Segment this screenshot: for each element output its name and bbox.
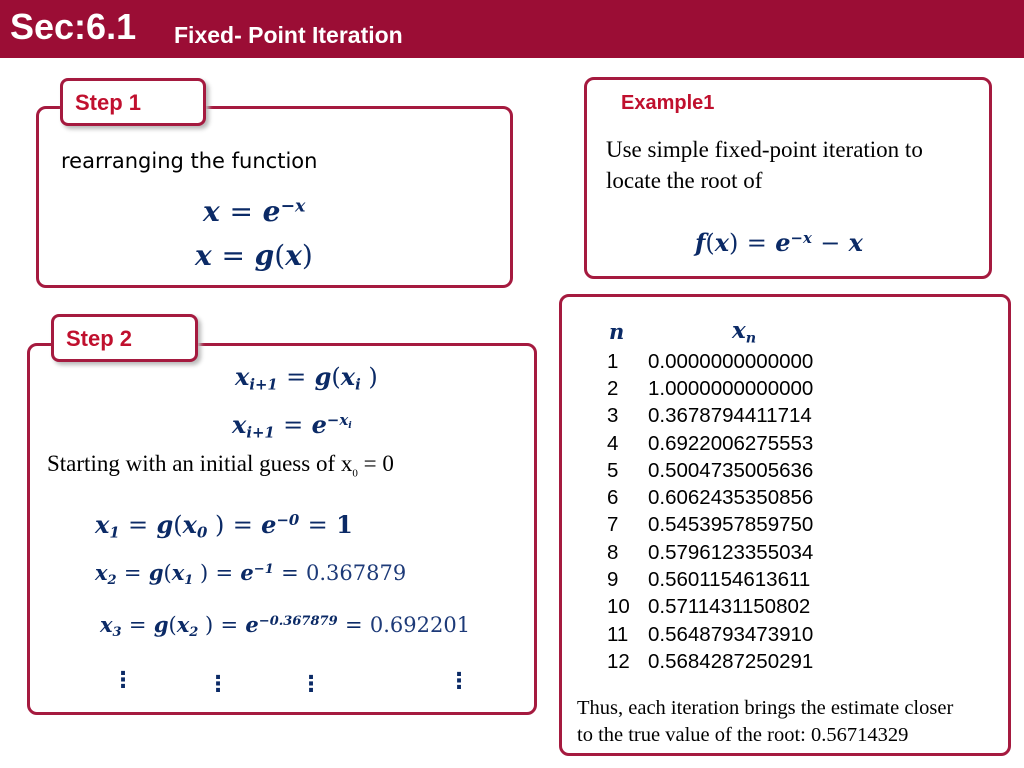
table-row [600, 512, 813, 539]
row-value: 1.0000000000000 [648, 376, 814, 400]
section-number: Sec:6.1 [10, 6, 137, 47]
initial-guess-text: Starting with an initial guess of $x_0 = 0$ [47, 451, 394, 480]
row-value: 0.5711431150802 [648, 595, 811, 619]
table-row [600, 648, 813, 675]
row-index: 3 [607, 404, 619, 428]
ellipsis-1: ⋮ [112, 668, 134, 693]
row-index: 9 [607, 568, 619, 592]
example-panel [584, 77, 992, 279]
row-value: 0.5648793473910 [648, 622, 814, 646]
table-row [600, 457, 813, 484]
row-index: 7 [607, 513, 619, 537]
example-title: Example1 [621, 92, 715, 114]
iteration-3: $x_3 = g(x_2$ ) = $e^{-0.367879} = 0.692201$ [100, 612, 471, 640]
ellipsis-4: ⋮ [448, 669, 470, 694]
iteration-2: $x_2 = g(x_1$ ) = $e^{-1} = 0.367879$ [95, 560, 407, 588]
row-value: 0.6922006275553 [648, 431, 814, 455]
iteration-table [600, 348, 813, 676]
ellipsis-2: ⋮ [207, 672, 229, 697]
table-row [600, 403, 813, 430]
step2-equation-2: $x_{i+1} = e^{-x_i}$ [232, 410, 352, 442]
row-value: 0.5684287250291 [648, 649, 814, 673]
row-value: 0.6062435350856 [648, 486, 814, 510]
step2-equation-1: $x_{i+1} = g(x_i$ ) [235, 362, 378, 394]
row-value: 0.5601154613611 [648, 568, 811, 592]
table-row [600, 594, 813, 621]
example-text-line2: locate the root of [606, 168, 763, 193]
row-index: 8 [607, 540, 619, 564]
row-index: 12 [607, 649, 630, 673]
section-title: Fixed- Point Iteration [174, 22, 403, 48]
row-value: 0.5796123355034 [648, 540, 814, 564]
row-index: 11 [607, 622, 629, 646]
row-value: 0.3678794411714 [648, 404, 812, 428]
step1-panel [36, 106, 513, 288]
step1-equation-2: x = g(x) [195, 239, 313, 272]
row-index: 5 [607, 458, 619, 482]
conclusion-line1: Thus, each iteration brings the estimate closer [577, 697, 954, 719]
row-value: 0.5004735005636 [648, 458, 814, 482]
row-value: 0.0000000000000 [648, 349, 814, 373]
table-row [600, 375, 813, 402]
iteration-1: $x_1 = g(x_0$ ) = $e^{-0} = 1$ [95, 510, 353, 542]
table-row [600, 566, 813, 593]
step1-text: rearranging the function [61, 149, 318, 173]
table-header-n: n [609, 319, 625, 344]
row-index: 10 [607, 595, 630, 619]
row-index: 2 [607, 376, 619, 400]
row-value: 0.5453957859750 [648, 513, 814, 537]
example-text-line1: Use simple fixed-point iteration to [606, 137, 923, 162]
table-row [600, 484, 813, 511]
row-index: 4 [607, 431, 619, 455]
step1-tab: Step 1 [60, 78, 206, 126]
row-index: 1 [607, 349, 619, 373]
conclusion-line2: to the true value of the root: 0.56714329 [577, 724, 909, 746]
ellipsis-3: ⋮ [300, 672, 322, 697]
table-row [600, 348, 813, 375]
table-row [600, 539, 813, 566]
header-bar [0, 0, 1024, 58]
step2-tab: Step 2 [51, 314, 198, 362]
step1-equation-1: $x = e^{-x}$ [203, 195, 306, 228]
step2-panel [27, 343, 537, 715]
example-equation: $f(x) = e^{-x} - x$ [695, 228, 863, 257]
table-row [600, 430, 813, 457]
row-index: 6 [607, 486, 619, 510]
table-row [600, 621, 813, 648]
table-header-x: $x_n$ [732, 317, 757, 347]
